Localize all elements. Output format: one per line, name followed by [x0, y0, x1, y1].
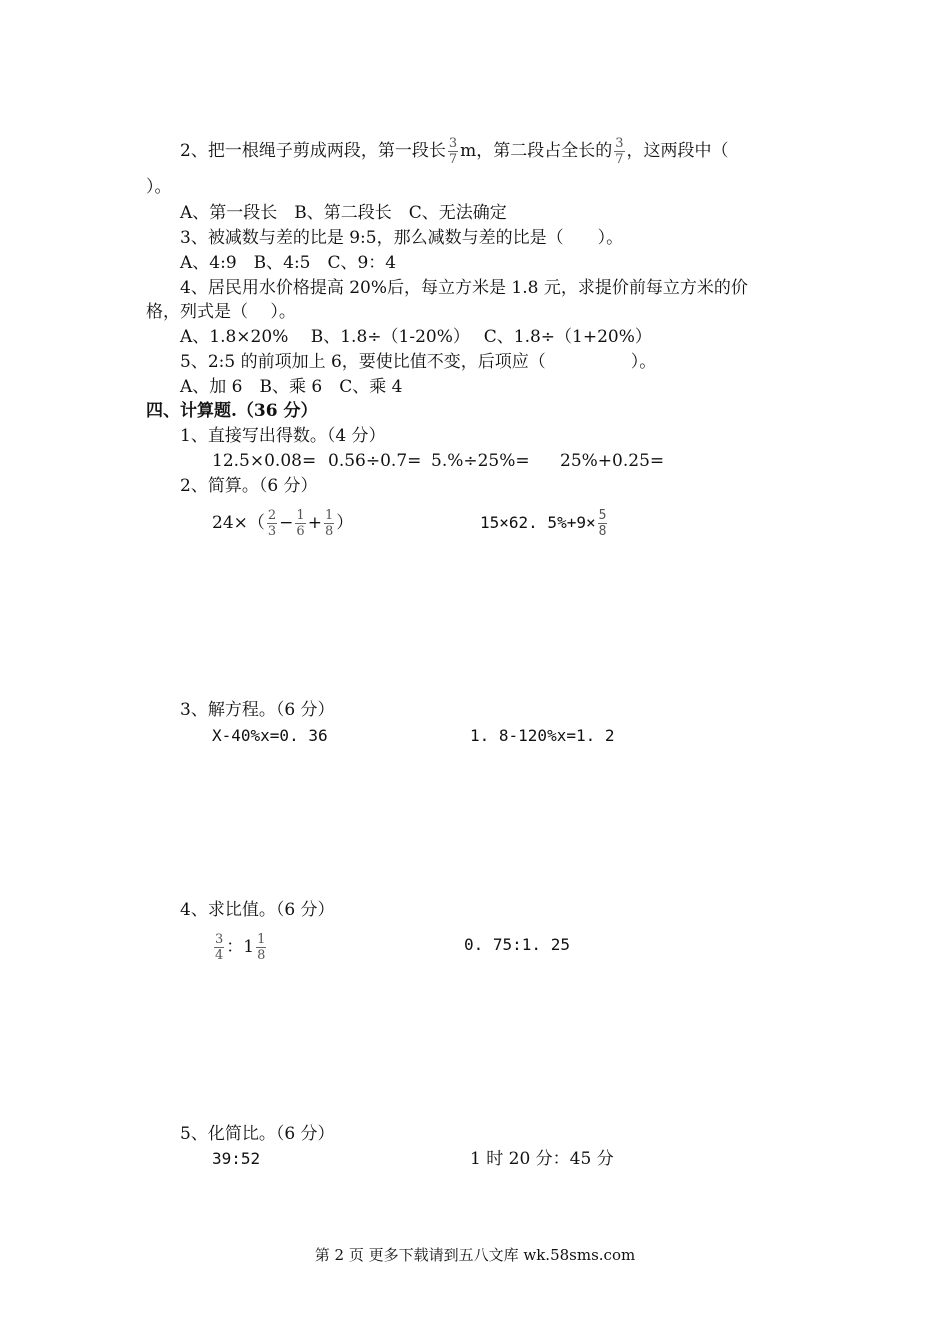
p2-fraction-a: $\frac{2}{3}$ [267, 508, 277, 539]
p1-item-2: 0.56÷0.7= [328, 451, 422, 471]
q2-fraction-1: $\frac{3}{7}$ [448, 136, 458, 167]
p4-title: 4、求比值。（6 分） [180, 900, 335, 920]
q2-line1 [180, 136, 729, 167]
q2-text-b: m，第二段占全长的 [460, 141, 613, 161]
p2-fraction-d: $\frac{5}{8}$ [598, 508, 607, 539]
section4-title: 四、计算题.（36 分） [146, 401, 318, 421]
p2-expr-2 [480, 508, 609, 539]
p2-operator-plus: + [307, 513, 322, 533]
p2-expr1-suffix: ） [336, 513, 354, 533]
page-footer: 第 2 页 更多下载请到五八文库 wk.58sms.com [314, 1246, 636, 1264]
p1-item-3: 5.%÷25%= [431, 451, 530, 471]
p5-expr-2: 1 时 20 分：45 分 [470, 1149, 614, 1169]
p1-item-4: 25%+0.25= [560, 451, 665, 471]
p5-title: 5、化简比。（6 分） [180, 1124, 335, 1144]
p1-title: 1、直接写出得数。（4 分） [180, 426, 386, 446]
p2-title: 2、简算。（6 分） [180, 476, 318, 496]
p4-fraction-b: $\frac{1}{8}$ [257, 932, 266, 963]
p2-fraction-c: $\frac{1}{8}$ [324, 508, 334, 539]
q3-text: 3、被减数与差的比是 9:5，那么减数与差的比是（ ）。 [180, 228, 624, 248]
p3-equation-2: 1. 8-120%x=1. 2 [470, 726, 615, 745]
q2-options: A、第一段长 B、第二段长 C、无法确定 [180, 203, 507, 223]
q3-options: A、4:9 B、4:5 C、9：4 [180, 253, 397, 273]
p3-equation-1: X-40%x=0. 36 [212, 726, 328, 745]
p2-fraction-b: $\frac{1}{6}$ [296, 508, 305, 539]
q2-text-a: 2、把一根绳子剪成两段，第一段长 [180, 141, 446, 161]
p2-expr2-prefix: 15×62. 5%+9× [480, 513, 596, 532]
q2-fraction-2: $\frac{3}{7}$ [615, 136, 624, 167]
p1-item-1: 12.5×0.08= [212, 451, 317, 471]
p3-title: 3、解方程。（6 分） [180, 700, 335, 720]
p4-colon: ：1 [226, 937, 255, 957]
q4-text-b: 格，列式是（ ）。 [146, 302, 296, 322]
q2-line2: ）。 [146, 177, 172, 197]
p2-expr1-prefix: 24×（ [212, 513, 265, 533]
p4-expr-2: 0. 75:1. 25 [464, 935, 570, 954]
q4-text-a: 4、居民用水价格提高 20%后，每立方米是 1.8 元，求提价前每立方米的价 [180, 278, 748, 298]
p4-expr-1 [212, 932, 268, 963]
p4-fraction-a: $\frac{3}{4}$ [215, 932, 224, 963]
p2-operator-minus: − [279, 513, 294, 533]
q5-options: A、加 6 B、乘 6 C、乘 4 [180, 377, 403, 397]
q5-text: 5、2:5 的前项加上 6，要使比值不变，后项应（ ）。 [180, 352, 657, 372]
p5-expr-1: 39:52 [212, 1149, 261, 1168]
q4-options: A、1.8×20% B、1.8÷（1-20%） C、1.8÷（1+20%） [180, 327, 652, 347]
q2-text-c: ，这两段中（ [626, 141, 729, 161]
p2-expr-1 [212, 508, 353, 539]
